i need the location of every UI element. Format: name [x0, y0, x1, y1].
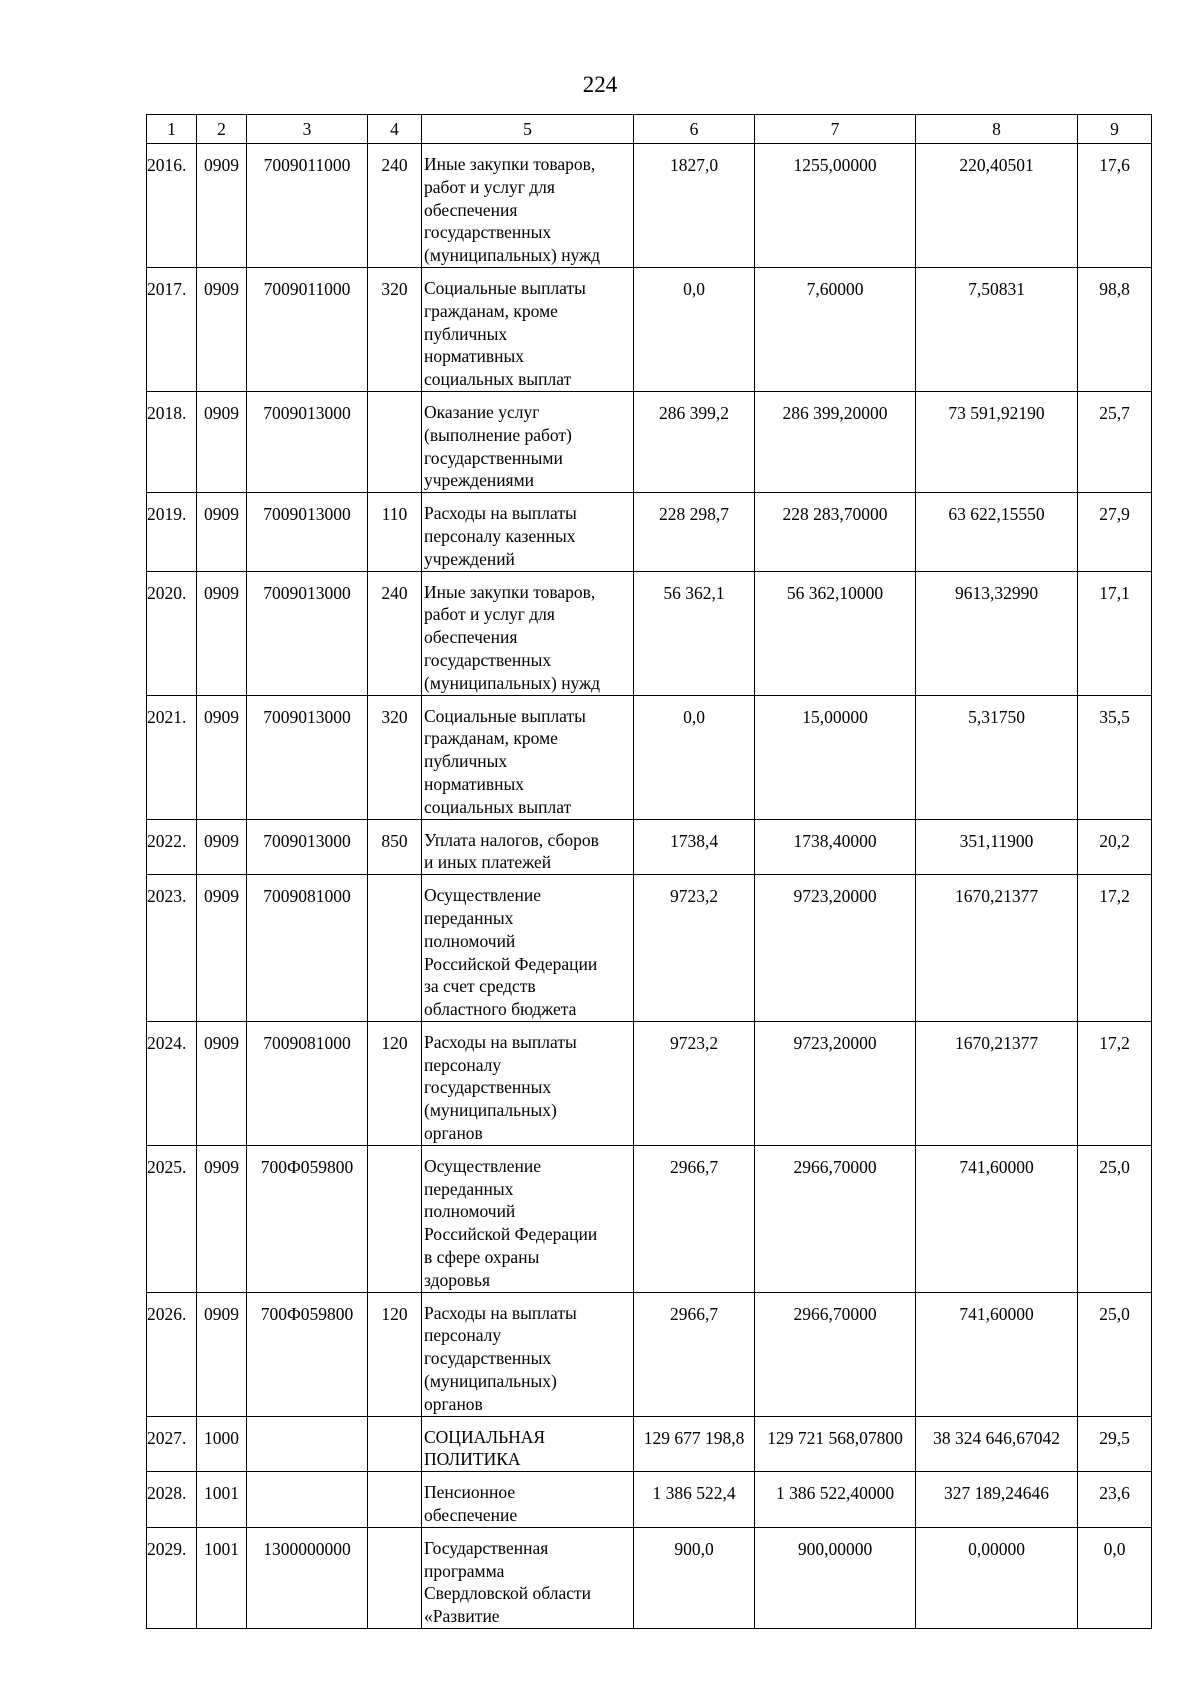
item-name-line: Российской Федерации	[424, 953, 598, 974]
item-name-line: Государственная	[424, 1537, 549, 1558]
planned-amount-cell: 1738,40000	[755, 819, 916, 875]
row-number-cell: 2025.	[147, 1145, 197, 1292]
executed-amount-cell: 7,50831	[916, 267, 1078, 391]
table-row	[147, 1145, 1152, 1292]
execution-percent-cell: 23,6	[1078, 1472, 1152, 1528]
item-name-line: государственных	[424, 1348, 552, 1369]
item-name-cell	[422, 267, 634, 391]
row-number-cell: 2027.	[147, 1416, 197, 1472]
item-name-line: органов	[424, 1393, 483, 1414]
item-name-line: Пенсионное	[424, 1482, 516, 1503]
table-row	[147, 493, 1152, 571]
target-article-cell: 7009013000	[247, 695, 368, 819]
item-name-line: Уплата налогов, сборов	[424, 829, 599, 850]
planned-amount-cell: 7,60000	[755, 267, 916, 391]
row-number-cell: 2028.	[147, 1472, 197, 1528]
executed-amount-cell: 38 324 646,67042	[916, 1416, 1078, 1472]
expense-type-cell: 120	[368, 1021, 422, 1145]
planned-amount-cell: 900,00000	[755, 1527, 916, 1628]
item-name-line: переданных	[424, 1178, 514, 1199]
item-name-line: нормативных	[424, 346, 525, 367]
target-article-cell: 1300000000	[247, 1527, 368, 1628]
execution-percent-cell: 25,0	[1078, 1292, 1152, 1416]
planned-amount-cell: 228 283,70000	[755, 493, 916, 571]
item-name-line: переданных	[424, 907, 514, 928]
approved-amount-cell: 9723,2	[634, 875, 755, 1022]
column-header: 3	[247, 115, 368, 144]
executed-amount-cell: 1670,21377	[916, 875, 1078, 1022]
table-row	[147, 875, 1152, 1022]
table-row	[147, 1292, 1152, 1416]
table-row	[147, 1527, 1152, 1628]
expense-type-cell	[368, 1145, 422, 1292]
section-code-cell: 0909	[197, 819, 247, 875]
executed-amount-cell: 220,40501	[916, 144, 1078, 268]
item-name-line: «Развитие	[424, 1606, 500, 1627]
section-code-cell: 0909	[197, 571, 247, 695]
section-code-cell: 1001	[197, 1472, 247, 1528]
execution-percent-cell: 29,5	[1078, 1416, 1152, 1472]
table-row	[147, 1021, 1152, 1145]
item-name-line: (муниципальных)	[424, 1100, 557, 1121]
expense-type-cell: 240	[368, 571, 422, 695]
item-name-line: ПОЛИТИКА	[424, 1449, 521, 1470]
column-header: 2	[197, 115, 247, 144]
target-article-cell: 7009011000	[247, 144, 368, 268]
target-article-cell: 7009013000	[247, 571, 368, 695]
item-name-line: персоналу	[424, 1054, 502, 1075]
item-name-line: гражданам, кроме	[424, 300, 558, 321]
row-number-cell: 2021.	[147, 695, 197, 819]
row-number-cell: 2017.	[147, 267, 197, 391]
expense-type-cell: 120	[368, 1292, 422, 1416]
column-header: 1	[147, 115, 197, 144]
section-code-cell: 0909	[197, 1021, 247, 1145]
item-name-line: полномочий	[424, 930, 516, 951]
item-name-cell	[422, 1292, 634, 1416]
item-name-line: (муниципальных) нужд	[424, 672, 601, 693]
item-name-line: Оказание услуг	[424, 401, 540, 422]
item-name-line: учреждений	[424, 548, 515, 569]
approved-amount-cell: 228 298,7	[634, 493, 755, 571]
item-name-cell	[422, 493, 634, 571]
row-number-cell: 2022.	[147, 819, 197, 875]
section-code-cell: 0909	[197, 875, 247, 1022]
item-name-cell	[422, 391, 634, 492]
item-name-line: Иные закупки товаров,	[424, 154, 596, 174]
item-name-line: работ и услуг для	[424, 604, 555, 625]
expense-type-cell: 850	[368, 819, 422, 875]
executed-amount-cell: 63 622,15550	[916, 493, 1078, 571]
item-name-line: обеспечения	[424, 627, 518, 648]
section-code-cell: 0909	[197, 267, 247, 391]
item-name-line: гражданам, кроме	[424, 728, 558, 749]
item-name-line: обеспечения	[424, 199, 518, 220]
table-row	[147, 571, 1152, 695]
item-name-line: Расходы на выплаты	[424, 1031, 577, 1052]
execution-percent-cell: 0,0	[1078, 1527, 1152, 1628]
target-article-cell: 700Ф059800	[247, 1292, 368, 1416]
item-name-line: учреждениями	[424, 470, 535, 491]
target-article-cell	[247, 1416, 368, 1472]
row-number-cell: 2029.	[147, 1527, 197, 1628]
execution-percent-cell: 27,9	[1078, 493, 1152, 571]
executed-amount-cell: 0,00000	[916, 1527, 1078, 1628]
target-article-cell: 7009013000	[247, 493, 368, 571]
table-row	[147, 1472, 1152, 1528]
target-article-cell: 7009013000	[247, 391, 368, 492]
item-name-line: персоналу	[424, 1325, 502, 1346]
target-article-cell: 7009081000	[247, 875, 368, 1022]
approved-amount-cell: 2966,7	[634, 1292, 755, 1416]
column-header: 9	[1078, 115, 1152, 144]
item-name-cell	[422, 1472, 634, 1528]
execution-percent-cell: 17,6	[1078, 144, 1152, 268]
item-name-line: (выполнение работ)	[424, 424, 572, 445]
execution-percent-cell: 17,2	[1078, 875, 1152, 1022]
expense-type-cell	[368, 391, 422, 492]
item-name-line: (муниципальных) нужд	[424, 245, 601, 266]
item-name-line: (муниципальных)	[424, 1371, 557, 1392]
expense-type-cell	[368, 1416, 422, 1472]
item-name-line: Расходы на выплаты	[424, 503, 577, 524]
column-header: 4	[368, 115, 422, 144]
table-row	[147, 1416, 1152, 1472]
item-name-line: и иных платежей	[424, 852, 552, 873]
item-name-line: государственных	[424, 649, 552, 670]
approved-amount-cell: 2966,7	[634, 1145, 755, 1292]
target-article-cell: 7009011000	[247, 267, 368, 391]
approved-amount-cell: 1827,0	[634, 144, 755, 268]
item-name-line: органов	[424, 1123, 483, 1144]
section-code-cell: 1001	[197, 1527, 247, 1628]
item-name-line: персоналу казенных	[424, 525, 576, 546]
item-name-cell	[422, 819, 634, 875]
planned-amount-cell: 9723,20000	[755, 875, 916, 1022]
page-number: 224	[582, 72, 618, 97]
item-name-line: Социальные выплаты	[424, 705, 586, 726]
item-name-line: нормативных	[424, 773, 525, 794]
section-code-cell: 0909	[197, 1145, 247, 1292]
item-name-cell	[422, 571, 634, 695]
item-name-line: программа	[424, 1560, 505, 1581]
planned-amount-cell: 2966,70000	[755, 1292, 916, 1416]
executed-amount-cell: 741,60000	[916, 1292, 1078, 1416]
execution-percent-cell: 35,5	[1078, 695, 1152, 819]
item-name-line: за счет средств	[424, 976, 536, 997]
item-name-line: Осуществление	[424, 885, 542, 906]
planned-amount-cell: 9723,20000	[755, 1021, 916, 1145]
column-header: 6	[634, 115, 755, 144]
table-body	[147, 144, 1152, 1629]
row-number-cell: 2024.	[147, 1021, 197, 1145]
approved-amount-cell: 9723,2	[634, 1021, 755, 1145]
item-name-line: государственных	[424, 1077, 552, 1098]
row-number-cell: 2020.	[147, 571, 197, 695]
item-name-line: Иные закупки товаров,	[424, 581, 596, 602]
item-name-cell	[422, 1145, 634, 1292]
target-article-cell: 7009081000	[247, 1021, 368, 1145]
expense-type-cell	[368, 1527, 422, 1628]
item-name-line: публичных	[424, 323, 508, 344]
item-name-line: публичных	[424, 751, 508, 772]
table-row	[147, 695, 1152, 819]
item-name-line: социальных выплат	[424, 369, 572, 390]
planned-amount-cell: 56 362,10000	[755, 571, 916, 695]
row-number-cell: 2026.	[147, 1292, 197, 1416]
planned-amount-cell: 2966,70000	[755, 1145, 916, 1292]
item-name-line: социальных выплат	[424, 796, 572, 817]
budget-table	[146, 114, 1152, 1629]
item-name-line: государственными	[424, 447, 563, 468]
row-number-cell: 2019.	[147, 493, 197, 571]
approved-amount-cell: 0,0	[634, 267, 755, 391]
row-number-cell: 2016.	[147, 144, 197, 268]
section-code-cell: 0909	[197, 493, 247, 571]
target-article-cell: 7009013000	[247, 819, 368, 875]
item-name-line: в сфере охраны	[424, 1247, 540, 1268]
approved-amount-cell: 286 399,2	[634, 391, 755, 492]
execution-percent-cell: 25,7	[1078, 391, 1152, 492]
header-row	[147, 115, 1152, 144]
approved-amount-cell: 129 677 198,8	[634, 1416, 755, 1472]
executed-amount-cell: 351,11900	[916, 819, 1078, 875]
planned-amount-cell: 1 386 522,40000	[755, 1472, 916, 1528]
execution-percent-cell: 20,2	[1078, 819, 1152, 875]
executed-amount-cell: 327 189,24646	[916, 1472, 1078, 1528]
section-code-cell: 0909	[197, 695, 247, 819]
approved-amount-cell: 900,0	[634, 1527, 755, 1628]
executed-amount-cell: 741,60000	[916, 1145, 1078, 1292]
table-row	[147, 819, 1152, 875]
executed-amount-cell: 5,31750	[916, 695, 1078, 819]
approved-amount-cell: 56 362,1	[634, 571, 755, 695]
expense-type-cell: 240	[368, 144, 422, 268]
table-row	[147, 391, 1152, 492]
item-name-line: обеспечение	[424, 1505, 518, 1526]
column-header: 8	[916, 115, 1078, 144]
item-name-line: здоровья	[424, 1269, 491, 1290]
planned-amount-cell: 286 399,20000	[755, 391, 916, 492]
expense-type-cell: 320	[368, 695, 422, 819]
execution-percent-cell: 98,8	[1078, 267, 1152, 391]
executed-amount-cell: 9613,32990	[916, 571, 1078, 695]
column-header: 7	[755, 115, 916, 144]
item-name-cell	[422, 144, 634, 268]
item-name-cell	[422, 1527, 634, 1628]
item-name-cell	[422, 875, 634, 1022]
expense-type-cell	[368, 1472, 422, 1528]
item-name-cell	[422, 695, 634, 819]
item-name-line: Российской Федерации	[424, 1224, 598, 1245]
item-name-line: Осуществление	[424, 1155, 542, 1176]
column-header: 5	[422, 115, 634, 144]
planned-amount-cell: 129 721 568,07800	[755, 1416, 916, 1472]
item-name-line: государственных	[424, 222, 552, 243]
execution-percent-cell: 25,0	[1078, 1145, 1152, 1292]
item-name-cell	[422, 1416, 634, 1472]
section-code-cell: 1000	[197, 1416, 247, 1472]
section-code-cell: 0909	[197, 391, 247, 492]
expense-type-cell	[368, 875, 422, 1022]
item-name-line: Свердловской области	[424, 1583, 592, 1604]
table-row	[147, 267, 1152, 391]
section-code-cell: 0909	[197, 144, 247, 268]
item-name-line: Расходы на выплаты	[424, 1302, 577, 1323]
executed-amount-cell: 73 591,92190	[916, 391, 1078, 492]
expense-type-cell: 320	[368, 267, 422, 391]
item-name-line: областного бюджета	[424, 999, 577, 1020]
approved-amount-cell: 0,0	[634, 695, 755, 819]
item-name-line: Социальные выплаты	[424, 277, 586, 298]
item-name-line: полномочий	[424, 1201, 516, 1222]
row-number-cell: 2018.	[147, 391, 197, 492]
row-number-cell: 2023.	[147, 875, 197, 1022]
item-name-line: СОЦИАЛЬНАЯ	[424, 1426, 546, 1447]
item-name-line: работ и услуг для	[424, 176, 555, 197]
item-name-cell	[422, 1021, 634, 1145]
approved-amount-cell: 1738,4	[634, 819, 755, 875]
execution-percent-cell: 17,1	[1078, 571, 1152, 695]
table-row	[147, 144, 1152, 268]
execution-percent-cell: 17,2	[1078, 1021, 1152, 1145]
target-article-cell: 700Ф059800	[247, 1145, 368, 1292]
executed-amount-cell: 1670,21377	[916, 1021, 1078, 1145]
planned-amount-cell: 1255,00000	[755, 144, 916, 268]
target-article-cell	[247, 1472, 368, 1528]
planned-amount-cell: 15,00000	[755, 695, 916, 819]
section-code-cell: 0909	[197, 1292, 247, 1416]
expense-type-cell: 110	[368, 493, 422, 571]
approved-amount-cell: 1 386 522,4	[634, 1472, 755, 1528]
